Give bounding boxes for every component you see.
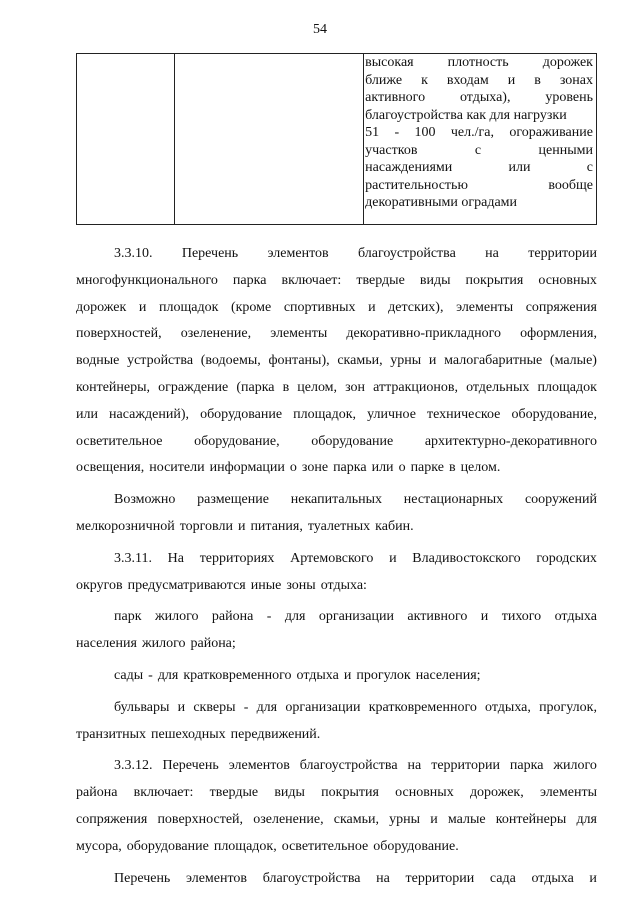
word: скамьи, [337, 353, 383, 369]
word: твердые [209, 785, 259, 801]
word: района; [190, 636, 236, 652]
word: зон [345, 379, 366, 395]
word: отдыха, [485, 699, 531, 715]
word: малые [447, 811, 486, 827]
word: виды [274, 785, 305, 801]
word: или [508, 160, 531, 175]
text-line [76, 321, 597, 348]
text-line [76, 573, 597, 600]
word: оборудование [126, 838, 209, 854]
word: на [376, 870, 390, 886]
word: организации [285, 699, 361, 715]
word: (парка [236, 379, 275, 395]
word: сада [489, 870, 516, 886]
word: насаждений), [109, 406, 189, 422]
table-cell-empty-2 [175, 54, 364, 225]
word: благоустройства [357, 246, 456, 261]
word: включает: [281, 272, 342, 288]
word: жилого [141, 636, 186, 652]
text-line [76, 514, 597, 541]
word: элементов [228, 758, 290, 774]
word: благоустройства [262, 870, 361, 886]
word: бульвары [114, 699, 170, 715]
word: оборудование [200, 406, 283, 422]
word: на [485, 246, 499, 261]
word: площадок [158, 299, 219, 315]
word: покрытия [465, 272, 524, 288]
text-line [76, 375, 597, 402]
word: информации [209, 460, 285, 476]
word: входам [446, 72, 489, 88]
word: уровень [545, 90, 593, 105]
word: контейнеры, [76, 379, 151, 395]
word: Перечень [181, 246, 239, 261]
word: предусматриваются [127, 577, 246, 593]
word: в [448, 460, 456, 476]
word: активного [365, 90, 426, 105]
word: озеленение, [180, 326, 252, 342]
word: или [76, 406, 98, 422]
word: парк [114, 609, 142, 625]
word: озеленение, [253, 811, 324, 827]
word: - [394, 125, 400, 140]
word: с [474, 142, 482, 158]
word: зоны [286, 577, 316, 593]
table-cell-line [364, 89, 596, 107]
word: - [243, 699, 249, 715]
word: некапитальных [290, 492, 382, 508]
word: носители [149, 460, 205, 476]
word: для [576, 811, 597, 827]
word: парка [509, 758, 544, 774]
table-cell-line [364, 124, 596, 142]
word: жилого [154, 609, 199, 625]
word: осветительное [281, 838, 369, 854]
word: высокая [365, 55, 414, 70]
word: Возможно [114, 492, 176, 508]
word: элементов [267, 246, 329, 261]
word: о [398, 460, 406, 476]
word: благоустройства [299, 758, 398, 774]
word: и [177, 699, 186, 715]
word: с [586, 160, 593, 175]
text-line [76, 663, 597, 690]
word: парке [410, 460, 444, 476]
word: 51 [365, 125, 380, 140]
word: (кроме [230, 299, 272, 315]
word: отдыха: [320, 577, 367, 593]
word: и [430, 811, 438, 827]
word: включает: [133, 785, 194, 801]
word: площадок, [213, 838, 277, 854]
word: размещение [197, 492, 269, 508]
text-line [76, 455, 597, 482]
text-line [76, 834, 597, 861]
word: Артемовского [290, 550, 374, 566]
word: и [368, 299, 376, 315]
word: мелкорозничной [76, 518, 175, 534]
page-number: 54 [313, 22, 327, 37]
text-line [76, 722, 597, 749]
word: аттракционов, [373, 379, 458, 395]
word: - [266, 609, 272, 625]
table-cell-line [364, 159, 596, 177]
word: виды [419, 272, 451, 288]
word: парка [333, 460, 367, 476]
word: Владивостокского [412, 550, 521, 566]
word: туалетных [307, 518, 371, 534]
word: для [256, 699, 278, 715]
word: 3.3.12. [114, 758, 153, 774]
table-cell-line [364, 194, 596, 212]
word: тихого [501, 609, 542, 625]
word: и [237, 518, 246, 534]
word: контейнеры [495, 811, 567, 827]
word: сопряжения [76, 811, 148, 827]
word: фонтаны), [268, 353, 330, 369]
word: сооружений [524, 492, 597, 508]
table-cell-empty-1 [77, 54, 175, 225]
word: транзитных [76, 726, 147, 742]
word: (малые) [549, 353, 597, 369]
word: передвижений. [230, 726, 321, 742]
text-line [76, 241, 597, 268]
word: кабин. [375, 518, 414, 534]
word: отдыха [296, 667, 339, 683]
word: и [138, 299, 147, 315]
word: отдыха [531, 870, 574, 886]
word: элементы [270, 326, 328, 342]
body-text [76, 241, 597, 892]
word: техническое [426, 406, 501, 422]
word: зоне [301, 460, 329, 476]
word: населения; [415, 667, 481, 683]
word: нестационарных [403, 492, 504, 508]
word: для [284, 609, 306, 625]
word: парка [232, 272, 267, 288]
word: дорожек [542, 55, 593, 70]
word: о [289, 460, 297, 476]
word: огораживание [509, 125, 593, 140]
word: дорожек [76, 299, 127, 315]
table-cell-line [364, 177, 596, 195]
word: растительностью [365, 177, 468, 193]
word: многофункционального [76, 272, 218, 288]
word: насаждениями [365, 160, 453, 175]
word: поверхностей, [76, 326, 162, 342]
word: округов [76, 577, 123, 593]
word: организации [318, 609, 394, 625]
text-line [76, 429, 597, 456]
table-cell-line [364, 142, 596, 160]
word: дорожек, [469, 785, 524, 801]
word: мусора, [76, 838, 122, 854]
word: кратковременного [368, 699, 477, 715]
table-cell-line [364, 107, 596, 125]
word: и [480, 609, 489, 625]
word: территориях [199, 550, 275, 566]
word: территории [528, 246, 597, 261]
word: скверы [193, 699, 236, 715]
word: и [589, 870, 597, 886]
word: осветительное [76, 433, 163, 449]
word: сопряжения [525, 299, 597, 315]
word: активного [407, 609, 468, 625]
text-line [76, 780, 597, 807]
text-line [76, 402, 597, 429]
word: урны [390, 353, 422, 369]
word: пешеходных [151, 726, 226, 742]
text-line [76, 807, 597, 834]
word: декоративно-прикладного [346, 326, 502, 342]
word: оборудование, [511, 406, 597, 422]
word: и [428, 353, 437, 369]
word: декоративными оградами [365, 195, 518, 210]
text-line [76, 631, 597, 658]
word: городских [536, 550, 597, 566]
word: основных [395, 785, 454, 801]
word: зонах [559, 72, 593, 88]
word: или [371, 460, 394, 476]
word: вообще [548, 177, 593, 193]
word: - [148, 667, 153, 683]
word: водные [76, 353, 120, 369]
word: прогулок [356, 667, 411, 683]
word: к [421, 72, 428, 88]
word: сады [114, 667, 144, 683]
word: прогулок, [539, 699, 597, 715]
word: Перечень [162, 758, 219, 774]
text-line [76, 295, 597, 322]
word: архитектурно-декоративного [424, 433, 597, 449]
word: (водоемы, [200, 353, 261, 369]
word: оборудование. [373, 838, 459, 854]
word: в [282, 379, 290, 395]
word: питания, [250, 518, 303, 534]
word: и [507, 72, 516, 88]
word: территории [405, 870, 475, 886]
word: детских), [388, 299, 444, 315]
word: 3.3.10. [114, 246, 153, 261]
word: скамьи, [333, 811, 379, 827]
table-cell-line [364, 54, 596, 72]
word: иные [250, 577, 282, 593]
text-line [76, 695, 597, 722]
word: ограждение [158, 379, 229, 395]
word: оборудование, [194, 433, 280, 449]
word: элементов [185, 870, 248, 886]
continued-table [76, 53, 597, 225]
word: отдыха [554, 609, 597, 625]
word: ценными [538, 142, 593, 158]
word: территории [431, 758, 500, 774]
word: уличное [367, 406, 416, 422]
table-cell-description [364, 54, 597, 225]
text-line [76, 268, 597, 295]
word: целом, [297, 379, 338, 395]
word: жилого [553, 758, 597, 774]
word: малогабаритные [444, 353, 543, 369]
word: устройства [127, 353, 194, 369]
word: освещения, [76, 460, 145, 476]
word: спортивных [283, 299, 356, 315]
word: и [389, 550, 397, 566]
word: на [407, 758, 422, 774]
table-cell-line [364, 72, 596, 90]
word: покрытия [321, 785, 379, 801]
word: населения [76, 636, 137, 652]
word: и [343, 667, 352, 683]
word: Перечень [114, 870, 171, 886]
word: площадок, [293, 406, 357, 422]
word: чел./га, [450, 125, 494, 140]
text-line [76, 753, 597, 780]
word: основных [538, 272, 597, 288]
word: благоустройства как для нагрузки [365, 107, 567, 123]
word: элементы [539, 785, 597, 801]
word: 3.3.11. [114, 550, 152, 566]
word: На [167, 550, 184, 566]
word: плотность [447, 55, 509, 70]
word: кратковременного [183, 667, 292, 683]
word: целом. [460, 460, 501, 476]
table-row [77, 54, 597, 225]
word: для [157, 667, 179, 683]
word: оборудование [311, 433, 394, 449]
text-line [76, 604, 597, 631]
word: урны [389, 811, 421, 827]
word: поверхностей, [157, 811, 244, 827]
text-line [76, 348, 597, 375]
text-line [76, 546, 597, 573]
word: торговли [179, 518, 233, 534]
word: элементы [456, 299, 514, 315]
word: отдыха), [459, 90, 511, 105]
word: ближе [365, 72, 403, 88]
word: твердые [356, 272, 405, 288]
word: в [534, 72, 541, 88]
word: участков [365, 142, 418, 158]
text-line [76, 866, 597, 893]
word: оформления, [520, 326, 597, 342]
text-line [76, 487, 597, 514]
word: района [76, 785, 118, 801]
word: площадок [537, 379, 597, 395]
word: района [211, 609, 254, 625]
word: отдельных [466, 379, 530, 395]
word: 100 [414, 125, 436, 140]
